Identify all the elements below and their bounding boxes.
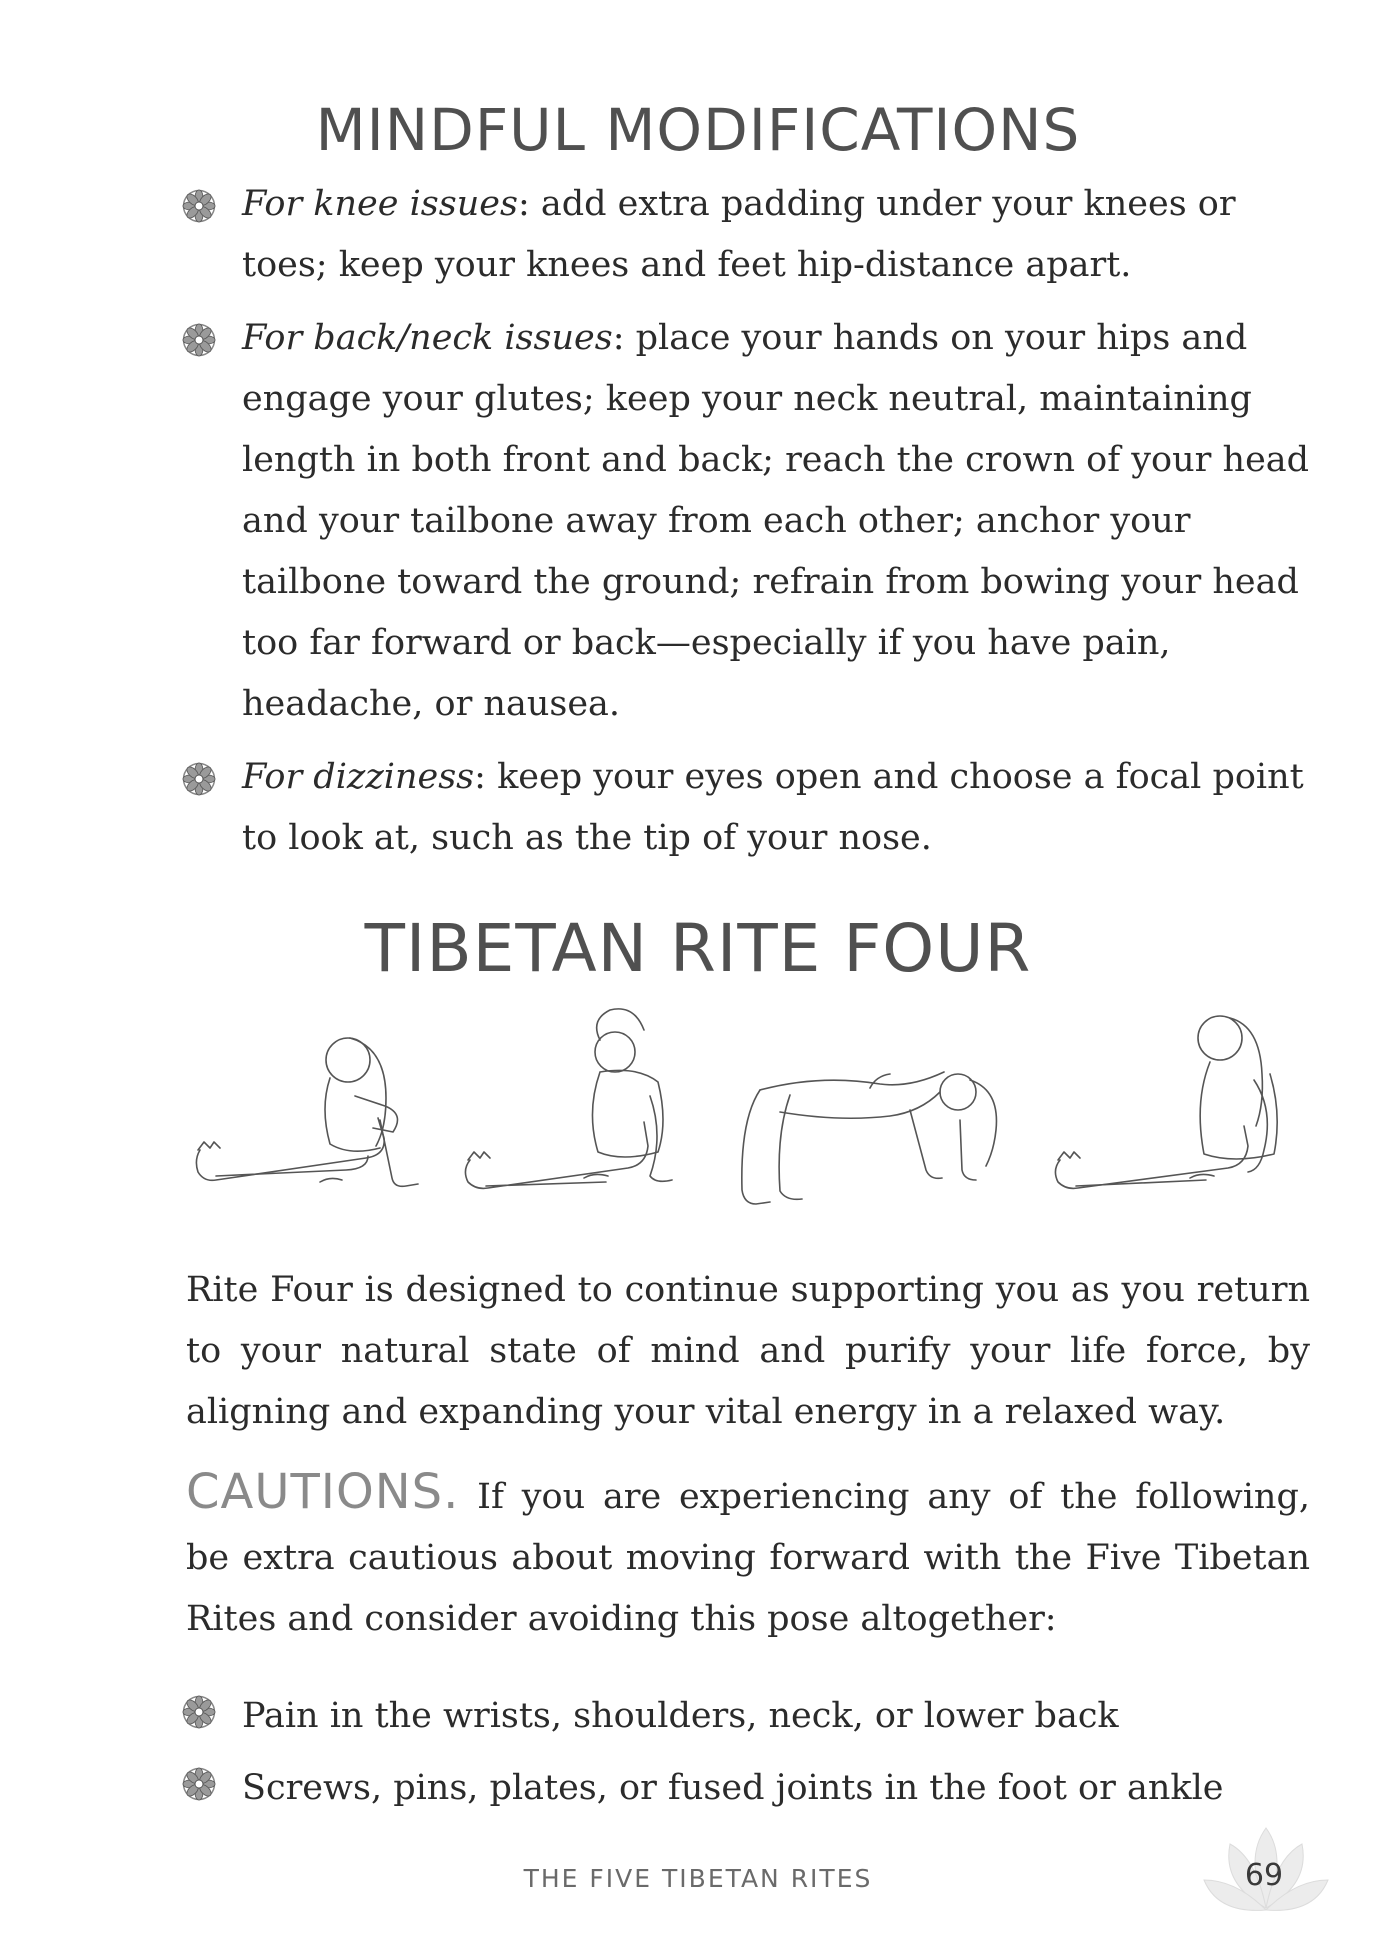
pose-figure-seated-upright	[1055, 1016, 1277, 1188]
mandala-flower-icon	[182, 189, 216, 223]
item-text: : add extra padding under your knees or toes; keep your knees and feet hip-distance apart.	[242, 184, 1236, 285]
rite-four-heading: TIBETAN RITE FOUR	[364, 910, 1032, 987]
mandala-flower-icon	[182, 1695, 216, 1729]
pose-figure-seated-head-back	[465, 1009, 672, 1189]
pose-figure-seated-forward	[196, 1038, 418, 1186]
list-item	[182, 174, 1322, 296]
cautions-paragraph	[186, 1462, 1310, 1650]
page-number: 69	[1244, 1858, 1284, 1893]
cautions-list	[182, 1680, 1322, 1824]
mandala-flower-icon	[182, 762, 216, 796]
caution-item-text: Pain in the wrists, shoulders, neck, or lower back	[242, 1696, 1119, 1736]
rite-four-intro-paragraph: Rite Four is designed to continue supporting you as you return to your natural state of mind and purify your life force, by aligning and expanding your vital energy in a relaxed way.	[186, 1270, 1310, 1432]
item-label: For knee issues	[242, 184, 518, 224]
list-item	[182, 747, 1322, 869]
mandala-flower-icon	[182, 1767, 216, 1801]
modifications-list	[182, 174, 1322, 869]
rite-four-pose-sequence-illustration	[180, 1000, 1320, 1230]
cautions-heading: CAUTIONS.	[186, 1464, 460, 1520]
cautions-text: If you are experiencing any of the following, be extra cautious about moving forward with the Five Tibetan Rites and consider avoiding this pose altogether:	[186, 1477, 1310, 1639]
item-text: : keep your eyes open and choose a focal point to look at, such as the tip of your nose.	[242, 757, 1304, 858]
item-text: : place your hands on your hips and engage your glutes; keep your neck neutral, maintaining length in both front and back; reach the crown of your head and your tailbone away from each other; anchor your tailbone toward the ground; refrain from bowing your head too far forward or back—especially if you have pain, headache, or nausea.	[242, 318, 1310, 724]
item-label: For dizziness	[242, 757, 475, 797]
mandala-flower-icon	[182, 323, 216, 357]
pose-figure-tabletop	[742, 1072, 997, 1204]
item-label: For back/neck issues	[242, 318, 613, 358]
list-item	[182, 1680, 1322, 1752]
list-item	[182, 308, 1322, 735]
caution-item-text: Screws, pins, plates, or fused joints in the foot or ankle	[242, 1768, 1224, 1808]
mindful-modifications-heading: MINDFUL MODIFICATIONS	[315, 96, 1081, 164]
list-item	[182, 1752, 1322, 1824]
running-footer-title: THE FIVE TIBETAN RITES	[523, 1864, 873, 1893]
